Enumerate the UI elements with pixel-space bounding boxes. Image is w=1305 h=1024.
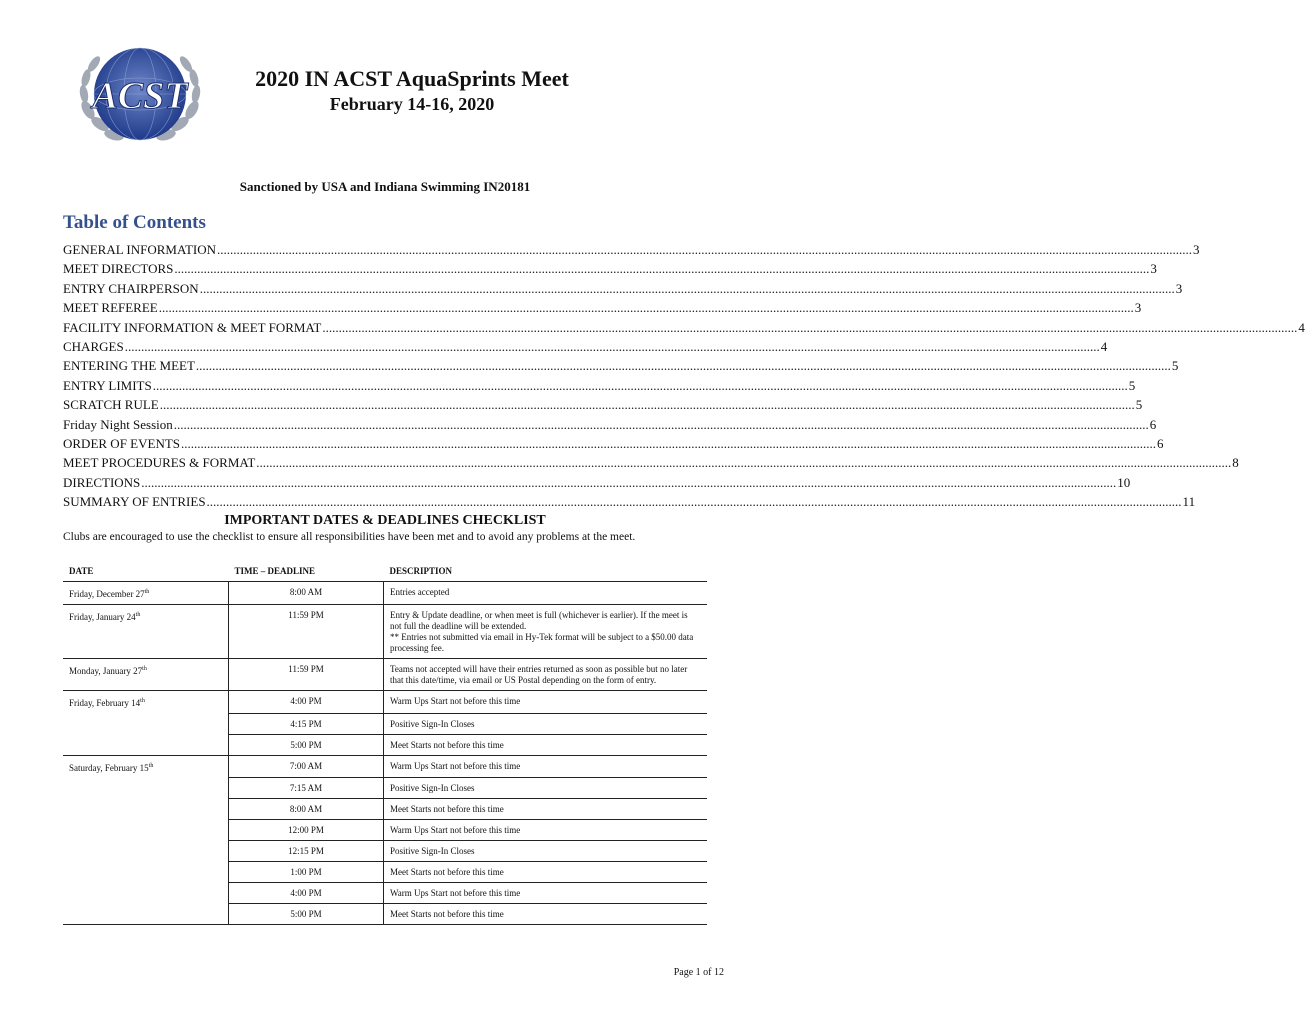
logo-text: ACST [92,75,188,117]
row-description: Positive Sign-In Closes [384,778,708,799]
row-date [63,841,229,862]
toc-entry[interactable] [63,453,1239,472]
row-date [63,691,229,714]
table-row [63,799,707,820]
description-column-header: DESCRIPTION [389,566,453,576]
toc-leader-dots: ............................................................................................................................................................................................................................................................................................................ [124,338,1100,354]
table-row [63,713,707,734]
checklist-title: IMPORTANT DATES & DEADLINES CHECKLIST [224,513,546,528]
toc-leader-dots: ............................................................................................................................................................................................................................................................................................................ [217,242,1192,257]
toc-leader-dots: ............................................................................................................................................................................................................................................................................................................ [181,435,1157,451]
row-date-ordinal: th [142,666,147,672]
table-row [63,582,707,605]
toc-entry-page: 3 [1175,280,1183,296]
row-date-text: Friday, December 27 [69,589,145,599]
toc-entry[interactable] [63,356,1179,375]
toc-leader-dots: ............................................................................................................................................................................................................................................................................................................ [141,474,1117,490]
row-date [63,883,229,904]
toc-entry-page: 3 [1134,300,1142,316]
toc-entry-label: SCRATCH RULE [63,397,159,413]
row-time: 11:59 PM [229,605,384,659]
toc-entry-label: ORDER OF EVENTS [63,435,181,451]
toc-entry-page: 11 [1182,494,1196,510]
table-of-contents [63,240,1305,511]
table-row [63,862,707,883]
acst-logo-graphic [74,38,206,150]
toc-leader-dots: ............................................................................................................................................................................................................................................................................................................ [199,280,1175,296]
toc-entry-label: MEET PROCEDURES & FORMAT [63,455,256,471]
toc-entry-page: 6 [1149,416,1157,432]
row-time: 7:00 AM [229,755,384,778]
toc-entry-label: ENTERING THE MEET [63,358,195,374]
row-description: Warm Ups Start not before this time [384,755,708,778]
row-date-text: Saturday, February 15 [69,762,149,773]
meet-dates: February 14-16, 2020 [329,94,495,114]
toc-leader-dots: ............................................................................................................................................................................................................................................................................................................ [195,358,1171,374]
table-row [63,755,707,778]
table-row [63,841,707,862]
toc-entry-label: ENTRY LIMITS [63,377,152,393]
toc-entry[interactable] [63,240,1200,259]
row-description: Entries accepted [384,582,708,605]
time-column-header: TIME – DEADLINE [234,566,316,576]
table-row [63,605,707,659]
row-time: 1:00 PM [229,862,384,883]
toc-entry[interactable] [63,318,1305,337]
row-date [63,659,229,691]
row-description: Warm Ups Start not before this time [384,691,708,714]
row-time: 12:15 PM [229,841,384,862]
toc-entry-label: FACILITY INFORMATION & MEET FORMAT [63,319,322,335]
toc-leader-dots: ............................................................................................................................................................................................................................................................................................................ [173,416,1149,432]
row-date [63,799,229,820]
table-row [63,691,707,714]
toc-entry-page: 5 [1128,377,1136,393]
toc-entry[interactable] [63,337,1108,356]
row-date [63,713,229,734]
toc-entry-page: 4 [1298,319,1305,335]
checklist-intro: Clubs are encouraged to use the checklist to ensure all responsibilities have been met and to avoid any problems at the meet. [63,531,636,543]
toc-entry-page: 10 [1117,474,1131,490]
table-row [63,883,707,904]
row-time: 12:00 PM [229,820,384,841]
toc-leader-dots: ............................................................................................................................................................................................................................................................................................................ [158,300,1134,316]
toc-leader-dots: ............................................................................................................................................................................................................................................................................................................ [174,261,1150,277]
row-time: 7:15 AM [229,778,384,799]
toc-entry-page: 4 [1100,338,1108,354]
row-date-text: Friday, January 24 [69,612,136,622]
row-date [63,820,229,841]
row-date [63,778,229,799]
toc-entry-page: 3 [1150,261,1157,277]
row-date-ordinal: th [140,698,145,704]
toc-entry[interactable] [63,473,1131,492]
table-row [63,820,707,841]
row-description: Positive Sign-In Closes [384,841,708,862]
toc-leader-dots: ............................................................................................................................................................................................................................................................................................................ [256,455,1232,471]
row-date-ordinal: th [148,762,154,769]
row-time: 8:00 AM [229,582,384,605]
toc-entry-label: ENTRY CHAIRPERSON [63,280,199,296]
toc-entry-label: CHARGES [63,338,124,354]
toc-entry-page: 8 [1232,455,1239,471]
toc-entry-page: 6 [1157,435,1164,451]
row-description: Warm Ups Start not before this time [384,883,708,904]
row-date [63,605,229,659]
row-description: Meet Starts not before this time [384,904,708,925]
row-time: 4:15 PM [229,713,384,734]
toc-entry-label: GENERAL INFORMATION [63,242,216,257]
row-time: 5:00 PM [229,904,384,925]
toc-entry[interactable] [63,395,1143,414]
row-description: Teams not accepted will have their entries returned as soon as possible but no later that this date/time, via email or US Postal depending on the form of entry. [384,659,708,691]
table-row [63,734,707,755]
table-header-row [63,561,707,582]
toc-heading: Table of Contents [63,212,206,233]
toc-entry-page: 3 [1193,242,1200,257]
toc-entry[interactable] [63,376,1136,395]
row-description: Warm Ups Start not before this time [384,820,708,841]
table-row [63,778,707,799]
toc-entry-page: 5 [1171,358,1179,374]
row-time: 11:59 PM [229,659,384,691]
toc-leader-dots: ............................................................................................................................................................................................................................................................................................................ [152,377,1128,393]
toc-entry-label: MEET DIRECTORS [63,261,174,277]
table-row [63,904,707,925]
toc-leader-dots: ............................................................................................................................................................................................................................................................................................................ [159,397,1135,413]
toc-entry-label: DIRECTIONS [63,474,141,490]
toc-entry[interactable] [63,259,1157,278]
toc-leader-dots: ............................................................................................................................................................................................................................................................................................................ [206,494,1182,510]
row-time: 4:00 PM [229,691,384,714]
row-description: Meet Starts not before this time [384,862,708,883]
row-date [63,582,229,605]
toc-entry[interactable] [63,415,1157,434]
row-date-text: Monday, January 27 [69,666,143,676]
row-description: Positive Sign-In Closes [384,713,708,734]
row-date [63,734,229,755]
row-time: 8:00 AM [229,799,384,820]
row-time: 5:00 PM [229,734,384,755]
row-date [63,904,229,925]
row-date [63,755,229,778]
table-row [63,659,707,691]
toc-entry-page: 5 [1135,397,1143,413]
date-column-header: DATE [69,566,94,576]
toc-entry[interactable] [63,298,1142,317]
acst-logo [74,38,206,150]
toc-leader-dots: ............................................................................................................................................................................................................................................................................................................ [322,319,1298,335]
deadlines-table [63,561,707,925]
row-time: 4:00 PM [229,883,384,904]
row-date-ordinal: th [135,612,141,618]
row-date-ordinal: th [144,589,150,595]
row-description: Entry & Update deadline, or when meet is full (whichever is earlier). If the meet is not full the deadline will be extended. ** Entries not submitted via email in Hy-Tek format will be subject to a $50.00 data processing fee. [384,605,708,659]
toc-entry-label: SUMMARY OF ENTRIES [63,494,206,510]
row-description: Meet Starts not before this time [384,734,708,755]
row-description: Meet Starts not before this time [384,799,708,820]
meet-title: 2020 IN ACST AquaSprints Meet [255,66,569,91]
toc-entry[interactable] [63,492,1196,511]
toc-entry-label: MEET REFEREE [63,300,158,316]
toc-entry[interactable] [63,434,1164,453]
row-date [63,862,229,883]
row-date-text: Friday, February 14 [69,698,141,708]
page-number: Page 1 of 12 [673,967,724,978]
sanction-line: Sanctioned by USA and Indiana Swimming IN20181 [239,179,531,194]
toc-entry-label: Friday Night Session [63,416,173,432]
toc-entry[interactable] [63,279,1183,298]
